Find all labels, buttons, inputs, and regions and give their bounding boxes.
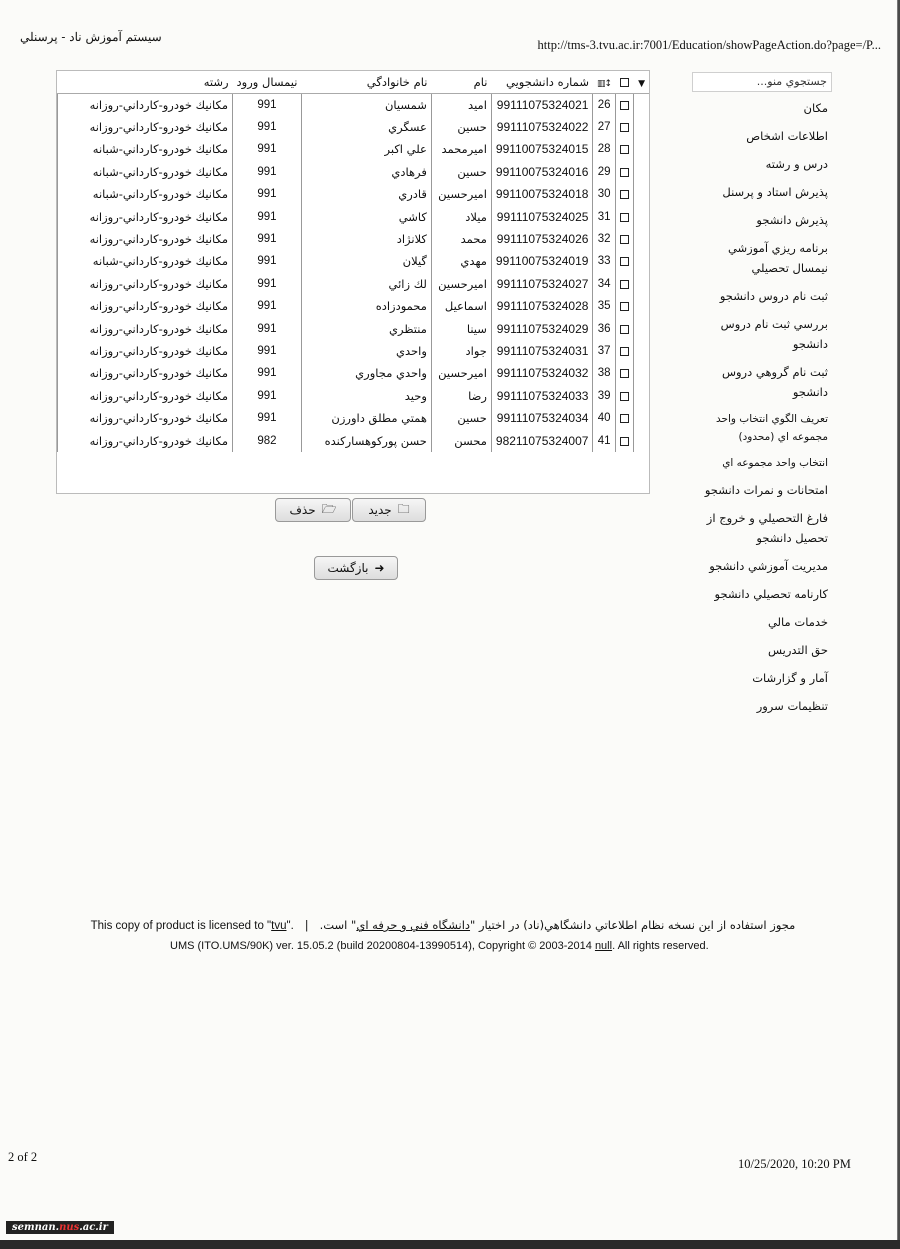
row-checkbox[interactable] [620,369,629,378]
sort-column-header[interactable] [593,71,615,94]
sidebar-item-reports[interactable]: آمار و گزارشات [752,671,828,685]
watermark-highlight: nus [59,1222,80,1233]
scan-edge [0,1240,900,1249]
sidebar-item-semester-planning[interactable]: برنامه ريزي آموزشي نيمسال تحصيلي [727,241,828,275]
entry-term-cell: 991 [233,94,302,116]
student-id-cell: 99111075324021 [491,94,593,116]
student-id-cell: 99111075324025 [491,205,593,227]
entry-term-cell: 982 [233,429,302,451]
dropdown-arrow-icon[interactable]: ▼ [638,79,645,89]
row-checkbox[interactable] [620,325,629,334]
table-row[interactable] [58,250,650,272]
first-name-cell: ميلاد [431,205,491,227]
row-spacer-cell [633,94,649,116]
major-cell: مكانيك خودرو-كارداني-روزانه [58,340,233,362]
row-checkbox-cell[interactable] [615,273,633,295]
row-spacer-cell [633,295,649,317]
row-number: 27 [593,116,615,138]
table-header-row [58,71,650,94]
row-checkbox[interactable] [620,101,629,110]
major-cell: مكانيك خودرو-كارداني-شبانه [58,250,233,272]
major-cell: مكانيك خودرو-كارداني-روزانه [58,429,233,451]
header-major[interactable]: رشته [58,71,233,94]
row-checkbox[interactable] [620,257,629,266]
sidebar-item-server-settings[interactable]: تنظيمات سرور [756,699,828,713]
row-checkbox-cell[interactable] [615,183,633,205]
license-notice [58,918,828,932]
row-spacer-cell [633,317,649,339]
table-row[interactable] [58,385,650,407]
row-checkbox-cell[interactable] [615,385,633,407]
table-row[interactable] [58,116,650,138]
row-checkbox-cell[interactable] [615,362,633,384]
license-fa-text-2: " است. [319,918,357,932]
entry-term-cell: 991 [233,250,302,272]
last-name-cell: حسن پوركوهسارکنده [301,429,431,451]
sidebar-item-graduation[interactable]: فارغ التحصيلي و خروج از تحصيل دانشجو [706,511,828,545]
row-spacer-cell [633,340,649,362]
version-notice [170,940,709,952]
row-number: 40 [593,407,615,429]
first-name-cell: محمد [431,228,491,250]
row-checkbox[interactable] [620,168,629,177]
sidebar-item-transcript[interactable]: كارنامه تحصيلي دانشجو [714,587,828,601]
new-folder-icon: 🗀 [397,501,410,516]
last-name-cell: واحدي [301,340,431,362]
row-spacer-cell [633,138,649,160]
entry-term-cell: 991 [233,295,302,317]
student-id-cell: 99111075324032 [491,362,593,384]
sidebar-item-location[interactable]: مكان [803,101,828,115]
row-spacer-cell [633,385,649,407]
last-name-cell: عسگري [301,116,431,138]
print-timestamp: 10/25/2020, 10:20 PM [738,1157,851,1171]
entry-term-cell: 991 [233,340,302,362]
last-name-cell: شمسيان [301,94,431,116]
row-checkbox[interactable] [620,123,629,132]
new-button[interactable] [352,498,426,522]
sidebar-item-group-registration[interactable]: ثبت نام گروهي دروس دانشجو [721,365,828,399]
last-name-cell: منتظري [301,317,431,339]
table-row[interactable] [58,205,650,227]
table-row[interactable] [58,94,650,116]
row-spacer-cell [633,250,649,272]
student-id-cell: 98211075324007 [491,429,593,451]
row-checkbox-cell[interactable] [615,161,633,183]
table-row[interactable] [58,295,650,317]
row-checkbox-cell[interactable] [615,429,633,451]
row-checkbox[interactable] [620,145,629,154]
first-name-cell: اميرحسين [431,362,491,384]
row-checkbox-cell[interactable] [615,295,633,317]
sidebar-menu [692,72,832,720]
delete-button-label: حذف [289,503,316,517]
row-checkbox-cell[interactable] [615,228,633,250]
header-first-name[interactable]: نام [431,71,491,94]
sidebar-item-group-selection[interactable]: انتخاب واحد مجموعه اي [722,457,828,469]
delete-button[interactable] [275,498,351,522]
row-spacer-cell [633,407,649,429]
row-checkbox-cell[interactable] [615,205,633,227]
select-all-cell[interactable] [615,71,633,94]
first-name-cell: اميرمحمد [431,138,491,160]
license-fa-text-1: مجوز استفاده از اين نسخه نظام اطلاعاتي دانشگاهي(ناد) در اختيار " [470,918,796,932]
row-spacer-cell [633,273,649,295]
major-cell: مكانيك خودرو-كارداني-شبانه [58,138,233,160]
entry-term-cell: 991 [233,116,302,138]
last-name-cell: كاشي [301,205,431,227]
last-name-cell: محمودزاده [301,295,431,317]
row-checkbox[interactable] [620,280,629,289]
row-spacer-cell [633,183,649,205]
sidebar-item-tuition-fee[interactable]: حق التدريس [768,643,828,657]
row-number: 30 [593,183,615,205]
student-id-cell: 99110075324018 [491,183,593,205]
student-id-cell: 99111075324022 [491,116,593,138]
major-cell: مكانيك خودرو-كارداني-روزانه [58,228,233,250]
student-id-cell: 99111075324026 [491,228,593,250]
row-checkbox-cell[interactable] [615,94,633,116]
license-en-text-1: This copy of product is licensed to " [90,920,272,932]
last-name-cell: فرهادي [301,161,431,183]
table-row[interactable] [58,362,650,384]
major-cell: مكانيك خودرو-كارداني-روزانه [58,362,233,384]
version-text-2: . All rights reserved. [612,940,709,952]
entry-term-cell: 991 [233,228,302,250]
students-table-container [56,70,650,494]
window-title: سيستم آموزش ناد - پرسنلي [20,30,162,44]
row-checkbox[interactable] [620,347,629,356]
last-name-cell: لك زائي [301,273,431,295]
license-separator: | [304,918,309,932]
license-en-link[interactable]: tvu [271,920,287,932]
row-checkbox-cell[interactable] [615,317,633,339]
row-checkbox-cell[interactable] [615,116,633,138]
row-checkbox-cell[interactable] [615,250,633,272]
version-link[interactable]: null [594,940,613,952]
sidebar-item-course-major[interactable]: درس و رشته [765,157,828,171]
major-cell: مكانيك خودرو-كارداني-روزانه [58,94,233,116]
row-number: 26 [593,94,615,116]
first-name-cell: سينا [431,317,491,339]
source-watermark [6,1221,114,1234]
row-number: 38 [593,362,615,384]
new-button-label: جديد [368,503,392,517]
row-number: 28 [593,138,615,160]
last-name-cell: واحدي مجاوري [301,362,431,384]
major-cell: مكانيك خودرو-كارداني-شبانه [58,183,233,205]
major-cell: مكانيك خودرو-كارداني-روزانه [58,385,233,407]
sidebar-item-registration-review[interactable]: بررسي ثبت نام دروس دانشجو [720,317,828,351]
row-number: 41 [593,429,615,451]
sidebar-item-person-info[interactable]: اطلاعات اشخاص [746,129,828,143]
row-number: 32 [593,228,615,250]
first-name-cell: اميد [431,94,491,116]
student-id-cell: 99111075324031 [491,340,593,362]
first-name-cell: حسين [431,116,491,138]
row-checkbox-cell[interactable] [615,407,633,429]
last-name-cell: كلانژاد [301,228,431,250]
row-checkbox-cell[interactable] [615,138,633,160]
major-cell: مكانيك خودرو-كارداني-روزانه [58,273,233,295]
sidebar-item-financial-services[interactable]: خدمات مالي [767,615,828,629]
student-id-cell: 99111075324027 [491,273,593,295]
row-number: 34 [593,273,615,295]
table-row[interactable] [58,273,650,295]
row-number: 39 [593,385,615,407]
row-spacer-cell [633,228,649,250]
header-student-id[interactable]: شماره دانشجويي [491,71,593,94]
page-number: 2 of 2 [8,1150,38,1164]
back-button-label: بازگشت [327,561,369,575]
last-name-cell: قادري [301,183,431,205]
license-en [91,920,294,932]
table-row[interactable] [58,228,650,250]
entry-term-cell: 991 [233,205,302,227]
header-entry-term[interactable]: نيمسال ورود [233,71,302,94]
student-id-cell: 99110075324016 [491,161,593,183]
row-spacer-cell [633,429,649,451]
column-menu-cell[interactable] [633,71,649,94]
row-checkbox[interactable] [620,414,629,423]
sort-icon[interactable]: ↕▥ [596,79,611,89]
sidebar-item-exams-grades[interactable]: امتحانات و نمرات دانشجو [704,483,828,497]
row-number: 31 [593,205,615,227]
row-number: 29 [593,161,615,183]
first-name-cell: حسين [431,161,491,183]
back-arrow-icon: ➜ [374,561,385,575]
row-checkbox[interactable] [620,190,629,199]
entry-term-cell: 991 [233,161,302,183]
row-checkbox-cell[interactable] [615,340,633,362]
major-cell: مكانيك خودرو-كارداني-روزانه [58,295,233,317]
page-url: http://tms-3.tvu.ac.ir:7001/Education/showPageAction.do?page=/P... [537,38,881,52]
back-button[interactable] [314,556,398,580]
last-name-cell: گيلان [301,250,431,272]
row-checkbox[interactable] [620,235,629,244]
row-checkbox[interactable] [620,213,629,222]
students-table [57,71,649,452]
student-id-cell: 99110075324019 [491,250,593,272]
header-last-name[interactable]: نام خانوادگي [301,71,431,94]
student-id-cell: 99111075324029 [491,317,593,339]
entry-term-cell: 991 [233,138,302,160]
row-number: 37 [593,340,615,362]
entry-term-cell: 991 [233,183,302,205]
license-en-text-2: ". [286,920,294,932]
last-name-cell: همتي مطلق داورزن [301,407,431,429]
student-id-cell: 99111075324033 [491,385,593,407]
license-fa-link[interactable]: دانشگاه فني و حرفه اي [356,918,471,932]
first-name-cell: مهدي [431,250,491,272]
row-spacer-cell [633,116,649,138]
major-cell: مكانيك خودرو-كارداني-روزانه [58,116,233,138]
row-number: 35 [593,295,615,317]
version-text-1: UMS (ITO.UMS/90K) ver. 15.05.2 (build 20200804-13990514), Copyright © 2003-2014 [170,940,592,952]
first-name-cell: رضا [431,385,491,407]
sidebar-item-selection-pattern[interactable]: تعريف الگوي انتخاب واحد مجموعه اي (محدود) [715,413,828,443]
first-name-cell: جواد [431,340,491,362]
table-row[interactable] [58,138,650,160]
row-spacer-cell [633,205,649,227]
table-row[interactable] [58,317,650,339]
row-number: 33 [593,250,615,272]
delete-folder-icon: 🗁 [321,501,337,516]
entry-term-cell: 991 [233,362,302,384]
sidebar-item-education-management[interactable]: مديريت آموزشي دانشجو [709,559,828,573]
row-checkbox[interactable] [620,392,629,401]
entry-term-cell: 991 [233,317,302,339]
first-name-cell: اميرحسين [431,273,491,295]
row-spacer-cell [633,161,649,183]
student-id-cell: 99111075324034 [491,407,593,429]
watermark-suffix: .ac.ir [79,1222,108,1233]
menu-search-input[interactable]: جستجوي منو... [692,72,832,92]
row-number: 36 [593,317,615,339]
table-row[interactable] [58,161,650,183]
first-name-cell: حسين [431,407,491,429]
last-name-cell: وحيد [301,385,431,407]
sidebar-item-student-admission[interactable]: پذيرش دانشجو [756,213,828,227]
table-row[interactable] [58,407,650,429]
last-name-cell: علي اكبر [301,138,431,160]
row-checkbox[interactable] [620,437,629,446]
student-id-cell: 99110075324015 [491,138,593,160]
watermark-prefix: semnan. [12,1222,60,1233]
first-name-cell: اميرحسين [431,183,491,205]
sidebar-item-course-registration[interactable]: ثبت نام دروس دانشجو [719,289,828,303]
table-body [58,94,650,452]
row-spacer-cell [633,362,649,384]
row-checkbox[interactable] [620,302,629,311]
select-all-checkbox[interactable] [620,78,629,87]
sidebar-item-staff-admission[interactable]: پذيرش استاد و پرسنل [722,185,828,199]
first-name-cell: محسن [431,429,491,451]
table-row[interactable] [58,183,650,205]
student-id-cell: 99111075324028 [491,295,593,317]
major-cell: مكانيك خودرو-كارداني-شبانه [58,161,233,183]
entry-term-cell: 991 [233,385,302,407]
table-row[interactable] [58,340,650,362]
entry-term-cell: 991 [233,273,302,295]
major-cell: مكانيك خودرو-كارداني-روزانه [58,317,233,339]
table-row[interactable] [58,429,650,451]
major-cell: مكانيك خودرو-كارداني-روزانه [58,407,233,429]
major-cell: مكانيك خودرو-كارداني-روزانه [58,205,233,227]
first-name-cell: اسماعيل [431,295,491,317]
entry-term-cell: 991 [233,407,302,429]
